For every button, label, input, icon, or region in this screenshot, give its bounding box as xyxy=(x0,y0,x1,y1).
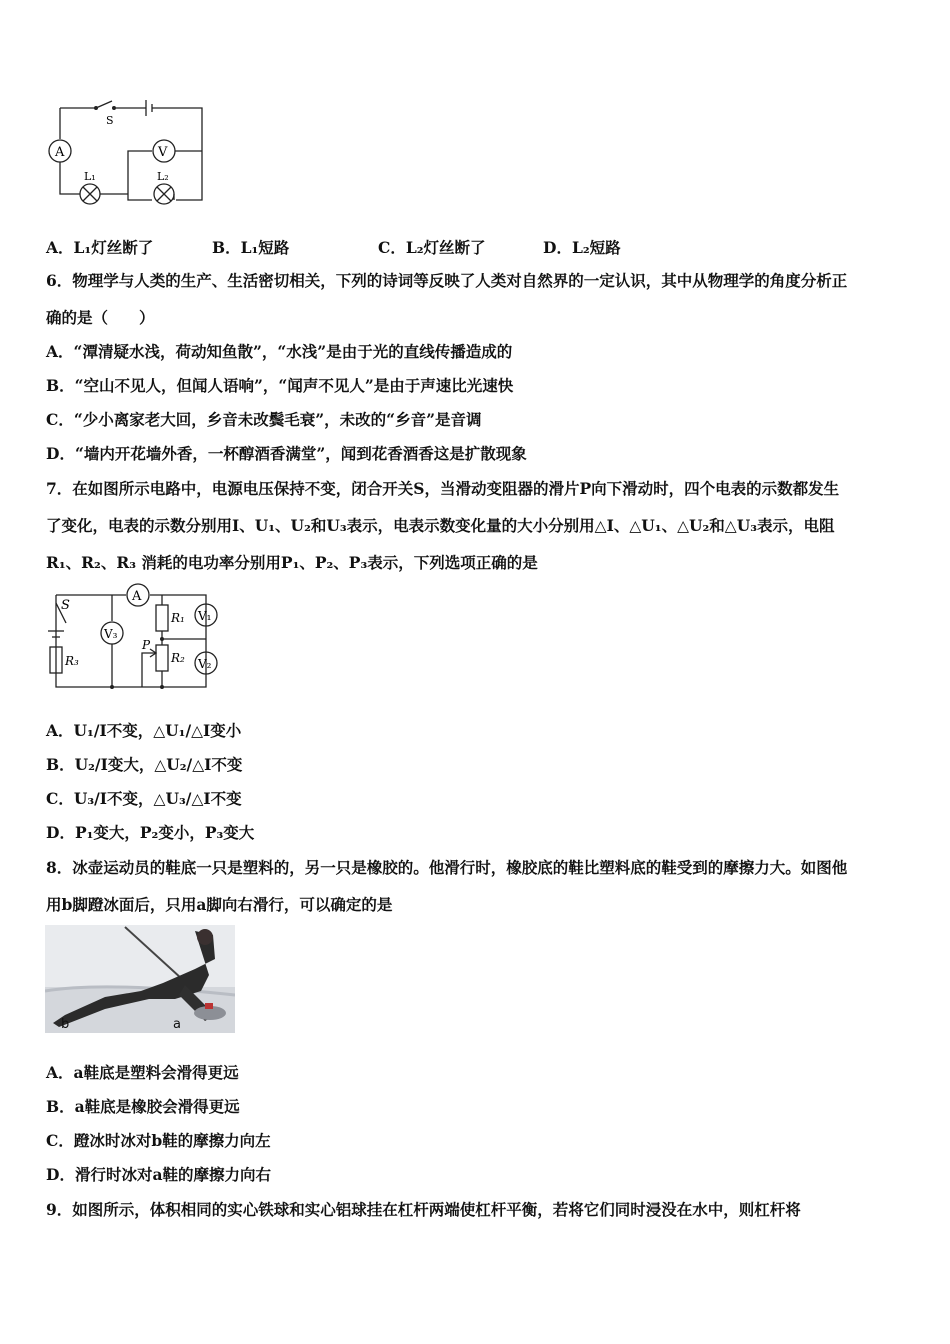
q6-option-b[interactable]: B．“空山不见人，但闻人语响”，“闻声不见人”是由于声速比光速快 xyxy=(46,376,514,395)
q7-option-b[interactable]: B．U₂/I变大，△U₂/△I不变 xyxy=(46,755,243,774)
q8-option-b[interactable]: B．a鞋底是橡胶会滑得更远 xyxy=(46,1097,240,1116)
q6-option-c[interactable]: C．“少小离家老大回，乡音未改鬓毛衰”，未改的“乡音”是音调 xyxy=(46,410,482,429)
q7-r1-label: R₁ xyxy=(171,611,185,625)
q7-stem-line-2: 了变化，电表的示数分别用I、U₁、U₂和U₃表示，电表示数变化量的大小分别用△I、△U₁、△U₂和△U₃表示，电阻 xyxy=(46,516,835,535)
q6-option-d[interactable]: D．“墙内开花墙外香，一杯醇酒香满堂”，闻到花香酒香这是扩散现象 xyxy=(46,444,527,463)
q5-voltmeter-label: V xyxy=(158,145,168,160)
q7-stem-line-1: 7．在如图所示电路中，电源电压保持不变，闭合开关S，当滑动变阻器的滑片P向下滑动时，四个电表的示数都发生 xyxy=(46,479,840,498)
foot-b-label: b xyxy=(61,1017,70,1032)
q7-v3-label: V₃ xyxy=(104,627,118,641)
q7-slider-label: P xyxy=(142,638,151,652)
q8-option-c[interactable]: C．蹬冰时冰对b鞋的摩擦力向左 xyxy=(46,1131,271,1150)
q5-option-c[interactable]: C．L₂灯丝断了 xyxy=(378,238,486,257)
q7-v2-label: V₂ xyxy=(198,657,212,671)
curling-athlete-photo xyxy=(45,925,235,1033)
q7-option-c[interactable]: C．U₃/I不变，△U₃/△I不变 xyxy=(46,789,242,808)
q7-r2-label: R₂ xyxy=(171,651,185,665)
q9-stem-line-1: 9．如图所示，体积相同的实心铁球和实心铝球挂在杠杆两端使杠杆平衡，若将它们同时浸没在水中，则杠杆将 xyxy=(46,1200,801,1219)
q6-option-a[interactable]: A．“潭清疑水浅，荷动知鱼散”，“水浅”是由于光的直线传播造成的 xyxy=(46,342,513,361)
q6-stem-line-1: 6．物理学与人类的生产、生活密切相关，下列的诗词等反映了人类对自然界的一定认识，其中从物理学的角度分析正 xyxy=(46,271,848,290)
foot-a-label: a xyxy=(173,1017,181,1032)
q5-ammeter-label: A xyxy=(55,145,65,160)
q7-r3-label: R₃ xyxy=(65,654,79,668)
q6-stem-line-2: 确的是（ ） xyxy=(46,308,155,327)
q7-ammeter-label: A xyxy=(132,589,142,604)
q8-stem-line-1: 8．冰壶运动员的鞋底一只是塑料的，另一只是橡胶的。他滑行时，橡胶底的鞋比塑料底的鞋受到的摩擦力大。如图他 xyxy=(46,858,848,877)
q5-option-a[interactable]: A．L₁灯丝断了 xyxy=(46,238,154,257)
q8-option-d[interactable]: D．滑行时冰对a鞋的摩擦力向右 xyxy=(46,1165,271,1184)
q8-option-a[interactable]: A．a鞋底是塑料会滑得更远 xyxy=(46,1063,239,1082)
q5-option-d[interactable]: D．L₂短路 xyxy=(543,238,621,257)
q7-stem-line-3: R₁、R₂、R₃ 消耗的电功率分别用P₁、P₂、P₃表示，下列选项正确的是 xyxy=(46,553,538,572)
q5-option-b[interactable]: B．L₁短路 xyxy=(212,238,290,257)
q5-switch-label: S xyxy=(106,114,114,127)
q7-option-a[interactable]: A．U₁/I不变，△U₁/△I变小 xyxy=(46,721,242,740)
q5-circuit-diagram xyxy=(44,96,206,210)
q5-lamp2-label: L₂ xyxy=(157,170,169,183)
q7-v1-label: V₁ xyxy=(198,609,212,623)
q7-circuit-diagram xyxy=(44,583,224,695)
q7-option-d[interactable]: D．P₁变大，P₂变小，P₃变大 xyxy=(46,823,255,842)
q5-lamp1-label: L₁ xyxy=(84,170,96,183)
q7-switch-label: S xyxy=(61,598,70,613)
q8-stem-line-2: 用b脚蹬冰面后，只用a脚向右滑行，可以确定的是 xyxy=(46,895,393,914)
